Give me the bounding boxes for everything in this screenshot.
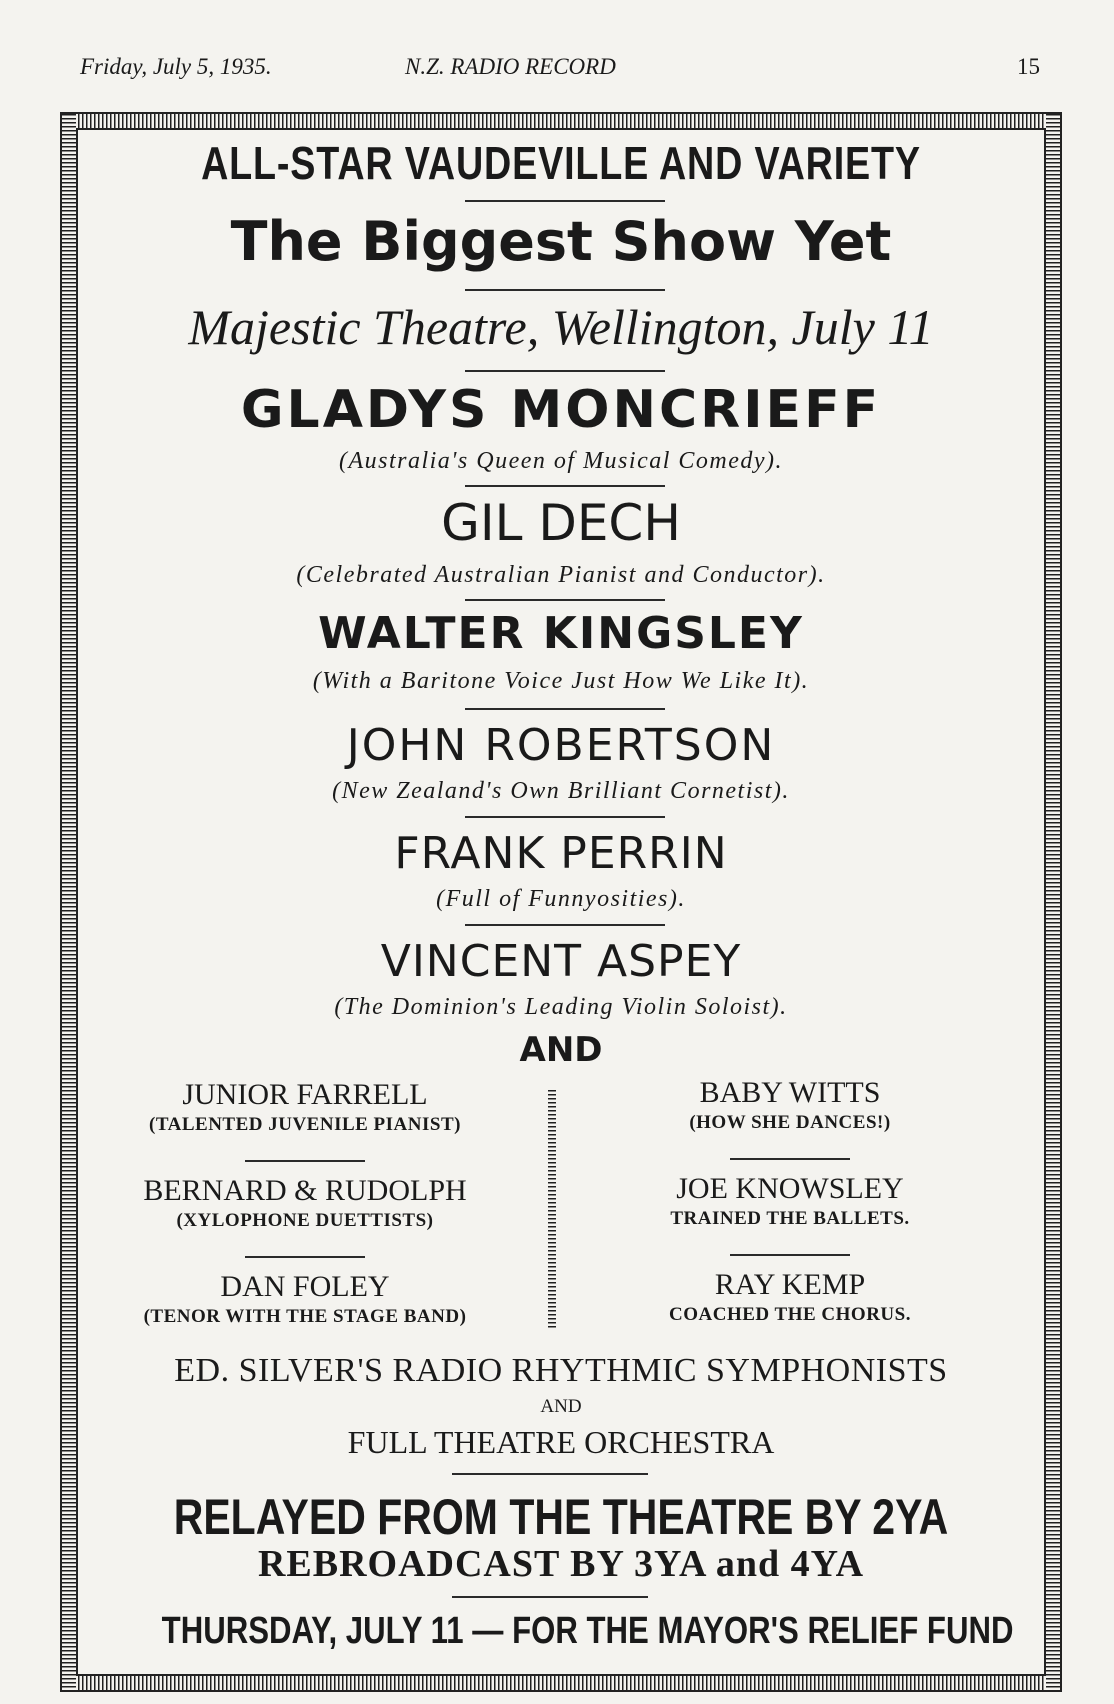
page-number: 15 [1017,54,1040,79]
headliner-desc: (With a Baritone Voice Just How We Like It). [312,668,810,694]
headliner-name: VINCENT ASPEY [380,936,742,987]
act-name: JOE KNOWSLEY [676,1172,904,1205]
headliner-name: JOHN ROBERTSON [346,720,776,771]
issue-date: Friday, July 5, 1935. [80,54,272,79]
right-act [600,1076,980,1134]
page-header [80,50,1040,86]
and-label: AND [519,1030,603,1070]
divider-rule [465,289,665,291]
subheadline: The Biggest Show Yet [230,210,892,273]
divider-rule [465,599,665,601]
divider-rule [245,1256,365,1258]
divider-rule [452,1473,648,1475]
act-desc: (TENOR WITH THE STAGE BAND) [143,1306,467,1327]
venue-line: Majestic Theatre, Wellington, July 11 [188,299,934,355]
left-act [100,1270,510,1328]
act-name: BERNARD & RUDOLPH [143,1174,467,1207]
headliner-name: WALTER KINGSLEY [318,608,804,659]
act-desc: (HOW SHE DANCES!) [689,1112,891,1133]
act-desc: (XYLOPHONE DUETTISTS) [176,1210,434,1231]
orchestra-line: ED. SILVER'S RADIO RHYTHMIC SYMPHONISTS [174,1352,948,1389]
act-name: RAY KEMP [714,1268,866,1301]
publication-title: N.Z. RADIO RECORD [405,54,616,79]
right-act [600,1172,980,1230]
right-act [600,1268,980,1326]
divider-rule [465,485,665,487]
headliner-desc: (The Dominion's Leading Violin Soloist). [334,994,788,1020]
headliner-desc: (Australia's Queen of Musical Comedy). [338,448,784,474]
act-desc: COACHED THE CHORUS. [669,1304,911,1325]
divider-rule [465,370,665,372]
act-name: DAN FOLEY [220,1270,390,1303]
headliner-desc: (Celebrated Australian Pianist and Conductor). [296,562,826,588]
divider-rule [245,1160,365,1162]
divider-rule [452,1596,648,1598]
headliner-desc: (New Zealand's Own Brilliant Cornetist). [332,778,790,804]
left-act [100,1174,510,1232]
divider-rule [465,200,665,202]
act-name: JUNIOR FARRELL [182,1078,428,1111]
headline: ALL-STAR VAUDEVILLE AND VARIETY [201,137,921,189]
headliner-name: GIL DECH [441,494,681,552]
divider-rule [465,816,665,818]
divider-rule [730,1158,850,1160]
relay-line: RELAYED FROM THE THEATRE BY 2YA [173,1489,949,1545]
act-desc: TRAINED THE BALLETS. [670,1208,910,1229]
divider-rule [730,1254,850,1256]
headliner-name: GLADYS MONCRIEFF [240,380,882,440]
orchestra-and: AND [540,1396,582,1417]
divider-rule [465,924,665,926]
headliner-desc: (Full of Funnyosities). [436,886,686,912]
rebroadcast-line: REBROADCAST BY 3YA and 4YA [257,1543,865,1585]
act-name: BABY WITTS [699,1076,881,1109]
orchestra-line-2: FULL THEATRE ORCHESTRA [347,1424,775,1460]
left-act [100,1078,510,1136]
headliner-name: FRANK PERRIN [394,828,728,879]
divider-rule [465,708,665,710]
column-divider [548,1090,556,1330]
footer-line: THURSDAY, JULY 11 — FOR THE MAYOR'S RELIEF FUND [161,1610,1014,1652]
act-desc: (TALENTED JUVENILE PIANIST) [149,1114,461,1135]
